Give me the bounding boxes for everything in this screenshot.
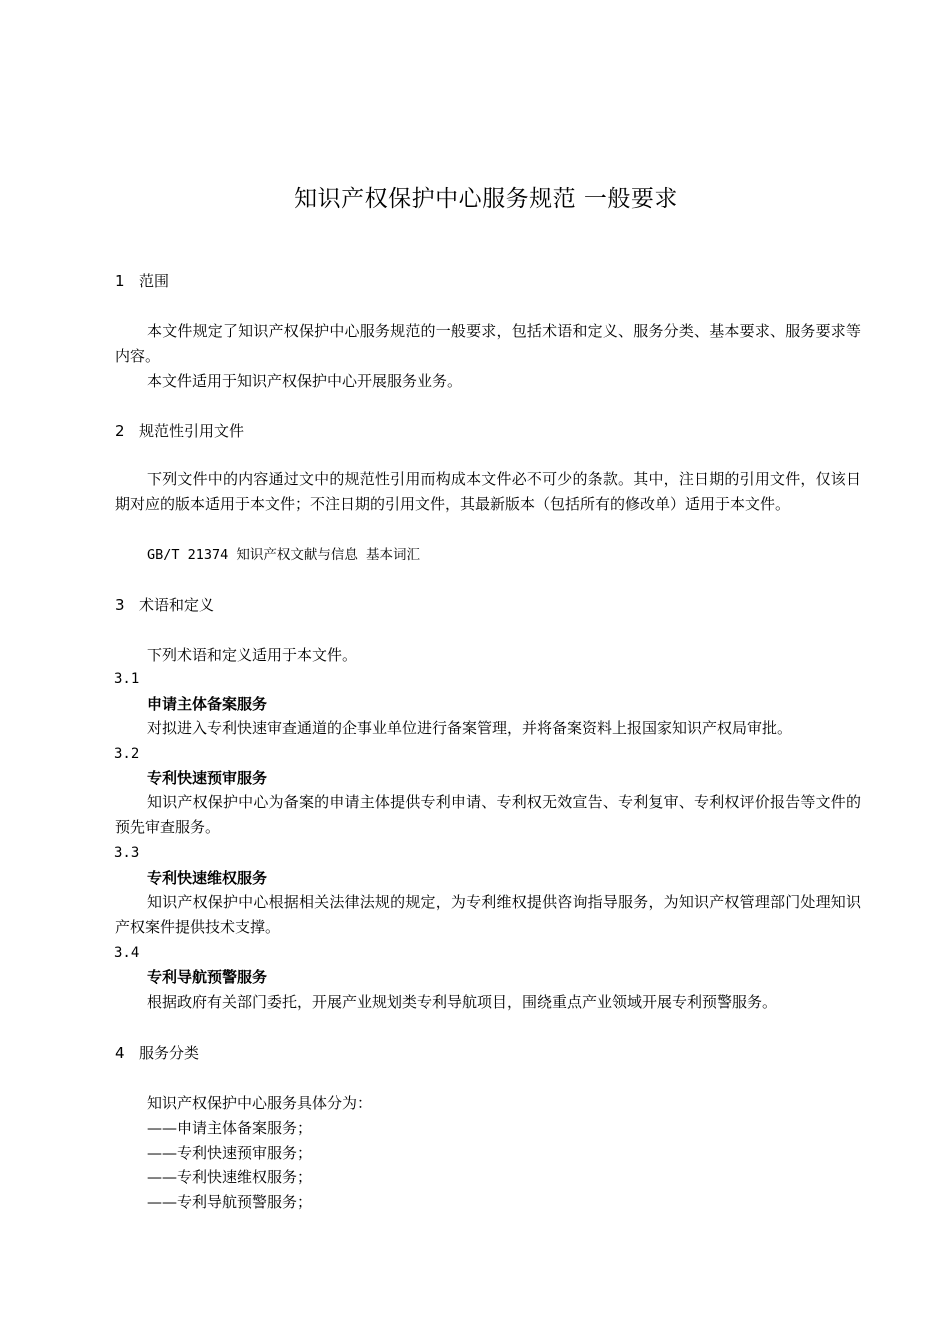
term-number: 3.2 [114, 746, 140, 762]
section-number: 4 [115, 1044, 125, 1062]
term-definition: 对拟进入专利快速审查通道的企事业单位进行备案管理，并将备案资料上报国家知识产权局审批。 [147, 719, 793, 737]
paragraph: 本文件适用于知识产权保护中心开展服务业务。 [147, 372, 463, 390]
term-name: 专利快速预审服务 [147, 769, 268, 787]
list-item: ——专利导航预警服务； [147, 1193, 313, 1211]
term-definition: 根据政府有关部门委托，开展产业规划类专利导航项目，围绕重点产业领域开展专利预警服务。 [147, 993, 778, 1011]
document-title: 知识产权保护中心服务规范 一般要求 [294, 186, 678, 212]
section-number: 1 [115, 272, 125, 290]
section-title: 规范性引用文件 [139, 422, 245, 440]
section-heading-4 [115, 1042, 199, 1064]
section-intro: 知识产权保护中心服务具体分为： [147, 1094, 373, 1112]
section-number: 3 [115, 596, 125, 614]
list-item: ——专利快速维权服务； [147, 1168, 313, 1186]
section-intro: 下列术语和定义适用于本文件。 [147, 646, 358, 664]
term-definition: 知识产权保护中心为备案的申请主体提供专利申请、专利权无效宣告、专利复审、专利权评价报告等文件的预先审查服务。 [115, 793, 861, 836]
term-name: 专利导航预警服务 [147, 968, 268, 986]
normative-reference: GB/T 21374 知识产权文献与信息 基本词汇 [147, 547, 421, 563]
section-title: 范围 [139, 272, 170, 290]
list-item: ——申请主体备案服务； [147, 1119, 313, 1137]
section-title: 术语和定义 [139, 596, 215, 614]
term-number: 3.1 [114, 671, 140, 687]
section-heading-2 [115, 420, 244, 442]
section-heading-3 [115, 594, 214, 616]
section-number: 2 [115, 422, 125, 440]
term-name: 专利快速维权服务 [147, 869, 268, 887]
section-title: 服务分类 [139, 1044, 200, 1062]
term-number: 3.4 [114, 945, 140, 961]
paragraph: 下列文件中的内容通过文中的规范性引用而构成本文件必不可少的条款。其中，注日期的引用文件，仅该日期对应的版本适用于本文件；不注日期的引用文件，其最新版本（包括所有的修改单）适用于本文件。 [115, 470, 861, 513]
paragraph: 本文件规定了知识产权保护中心服务规范的一般要求，包括术语和定义、服务分类、基本要求、服务要求等内容。 [115, 322, 861, 365]
section-heading-1 [115, 270, 169, 292]
list-item: ——专利快速预审服务； [147, 1144, 313, 1162]
term-number: 3.3 [114, 845, 140, 861]
term-name: 申请主体备案服务 [147, 695, 268, 713]
term-definition: 知识产权保护中心根据相关法律法规的规定，为专利维权提供咨询指导服务，为知识产权管理部门处理知识产权案件提供技术支撑。 [115, 893, 861, 936]
